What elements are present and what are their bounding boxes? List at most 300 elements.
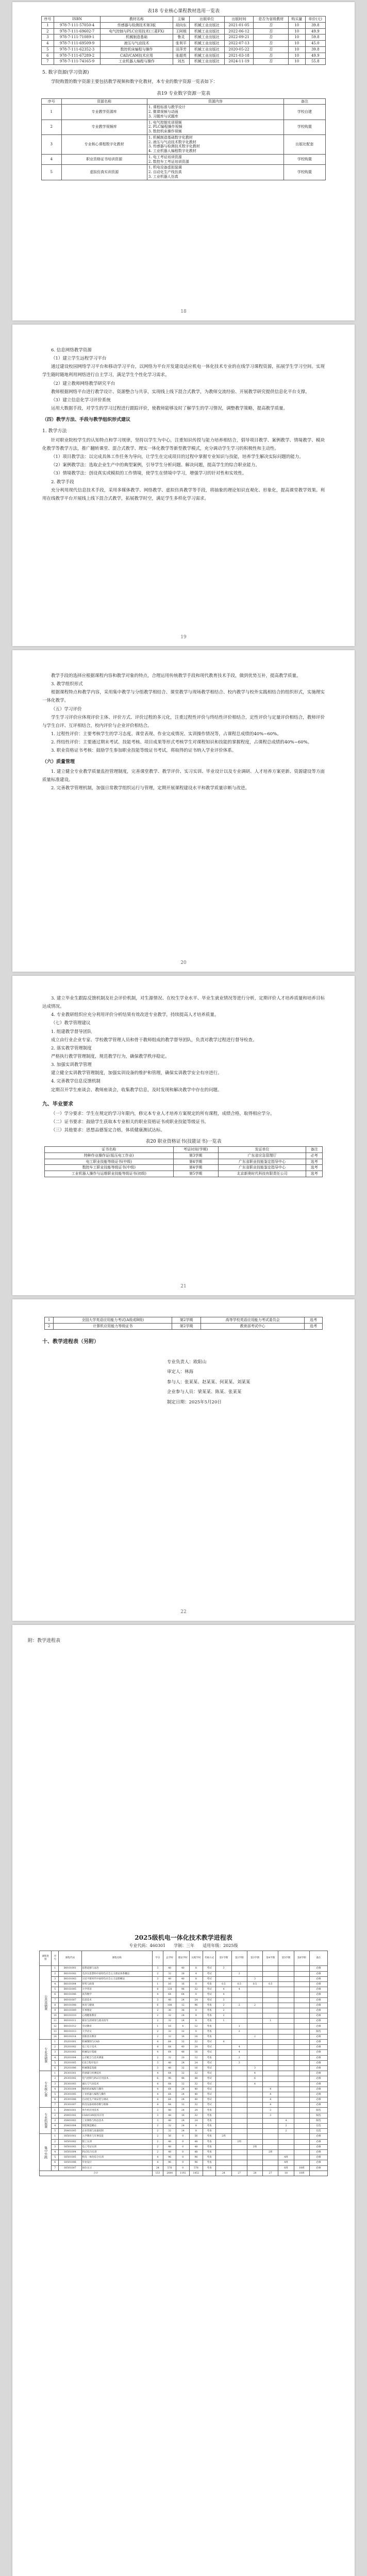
table-cell: 广东省职业技能鉴定指导中心 xyxy=(218,1165,306,1171)
table-cell: 978-7-111-69509-9 xyxy=(54,41,101,47)
table-cell: 企业管理与质量控制 xyxy=(81,2129,152,2134)
table-cell: 考试 xyxy=(203,2065,216,2071)
table-cell xyxy=(216,2081,231,2087)
table-cell: 习近平新时代中国特色社会主义思想概论 xyxy=(81,1976,152,1981)
table-cell: 978-7-111-67289-2 xyxy=(54,53,101,59)
table-cell xyxy=(294,2129,309,2134)
table-cell: 机械工业出版社 xyxy=(190,22,225,28)
table-cell: 选考 xyxy=(305,1317,323,1324)
table-cell: 2 xyxy=(152,2149,163,2155)
table-cell xyxy=(231,2134,247,2139)
table-cell: 96 xyxy=(190,2160,203,2165)
table-cell xyxy=(263,2124,278,2129)
table-cell: 考查 xyxy=(203,2160,216,2165)
table-cell: 16 xyxy=(190,2034,203,2039)
table-cell: 工业机器人编程与操作 xyxy=(101,59,173,65)
table-cell: 1. 课程标准与教学设计 2. 微课视频与动画 3. 习题库与试题库 xyxy=(147,105,283,120)
table-cell: 必修 xyxy=(309,2144,327,2149)
table-cell: 978-7-111-62352-3 xyxy=(54,46,101,53)
table-cell: 必修 xyxy=(309,2155,327,2160)
table-cell xyxy=(278,2108,294,2113)
paragraph: 2. 完善教学管理机制，加强日常教学组织运行与管理，定期开展课程建设水平和教学质量诊断与改进。 xyxy=(51,786,249,791)
table-cell: S0501007 xyxy=(59,2165,81,2171)
table-cell: 限选 xyxy=(309,2113,327,2118)
table-cell xyxy=(247,1971,262,1976)
table-cell: 24 xyxy=(176,2013,190,2019)
table-cell: 4 xyxy=(52,2149,59,2155)
table-cell: 职业资格证书培训资源 xyxy=(61,154,147,165)
table-cell: 8 xyxy=(152,1987,163,1992)
table-cell: 考查 xyxy=(203,2165,216,2171)
table-cell: 张超英 xyxy=(173,53,190,59)
table-cell: 限选 xyxy=(309,2108,327,2113)
table-cell: 考试 xyxy=(203,1966,216,1971)
table-cell: 9 xyxy=(52,2008,59,2013)
table-cell: 4 xyxy=(263,2103,278,2108)
table-cell: 16 xyxy=(176,2034,190,2039)
table-cell: 0 xyxy=(176,2139,190,2144)
table-row xyxy=(40,2060,328,2065)
table-cell xyxy=(263,2003,278,2008)
table-cell: 考试 xyxy=(203,2040,216,2045)
table-cell: 职业生涯规划与就业指导 xyxy=(81,2019,152,2024)
table-row xyxy=(45,1171,323,1177)
table-cell: B0101007 xyxy=(59,1997,81,2003)
table-cell: 3 xyxy=(263,2108,278,2113)
table-cell: 2 xyxy=(152,2034,163,2039)
table-row xyxy=(40,2029,328,2034)
table-cell: 1 xyxy=(52,2071,59,2076)
table-cell xyxy=(231,2103,247,2108)
table-cell xyxy=(294,2013,309,2019)
table-cell: 必修 xyxy=(309,2013,327,2019)
table-cell: 刘杰 xyxy=(173,59,190,65)
table-cell: 0.5 xyxy=(247,1981,262,1987)
table-cell: 8 xyxy=(190,2019,203,2024)
table-cell: S0501001 xyxy=(59,2134,81,2139)
table-cell: 2 xyxy=(52,1971,59,1976)
table-cell: 任选 xyxy=(309,2124,327,2129)
table-cell xyxy=(278,1966,294,1971)
paragraph: 专业负责人：欧阳山 xyxy=(167,1359,207,1365)
column-header: 第6学期 xyxy=(294,1951,309,1966)
table-cell: S0501005 xyxy=(59,2155,81,2160)
table-cell: 2 xyxy=(152,2029,163,2034)
table-cell: 4 xyxy=(42,154,62,165)
table-cell: 0 xyxy=(190,2029,203,2034)
table-cell: 978-7-111-57050-4 xyxy=(54,22,101,28)
table-cell: 学校购置 xyxy=(283,154,325,165)
table-cell: 39.8 xyxy=(305,22,325,28)
table-cell: 电工考证实训 xyxy=(81,2144,152,2149)
table-cell xyxy=(231,1976,247,1981)
table-row xyxy=(40,2024,328,2029)
table-cell: 王阿根 xyxy=(173,28,190,35)
table-cell: 机械工业出版社 xyxy=(190,35,225,41)
table-cell: 2 xyxy=(278,2124,294,2129)
table-cell: 机械设计基础 xyxy=(81,2050,152,2055)
table-row xyxy=(40,2081,328,2087)
table-cell: 否 xyxy=(254,59,289,65)
digital-resource-table xyxy=(41,98,326,180)
table-cell: 否 xyxy=(254,46,289,53)
table-cell xyxy=(263,1997,278,2003)
table-cell: 3 xyxy=(152,1966,163,1971)
table-cell: 体育与健康 xyxy=(81,2003,152,2008)
table-cell: 153 xyxy=(152,2171,163,2176)
table-cell: 12 xyxy=(190,2055,203,2060)
document-page-5 xyxy=(12,1299,355,1621)
table-cell: CAD/CAM技术应用 xyxy=(81,2113,152,2118)
table-cell xyxy=(294,2034,309,2039)
table-cell: 1 xyxy=(45,1317,54,1324)
table-cell: S0501003 xyxy=(59,2144,81,2149)
table-caption: 表19 专业数字资源一览表 xyxy=(156,91,211,96)
document-page-1 xyxy=(12,2,355,320)
table-cell: 10 xyxy=(52,2013,59,2019)
table-cell: 10 xyxy=(289,28,306,35)
table-cell: 2 xyxy=(52,2045,59,2050)
paragraph: 学生学习评价应体现评价主体、评价方式、评价过程的多元化，注重过程性评价与终结性评价相结合，定性评价与定量评价相结合，教师评价与学生自评、互评相结合，校内评价与企业评价相结合。 xyxy=(42,715,325,728)
table-cell: 智能制造概论 xyxy=(81,2124,152,2129)
table-cell xyxy=(294,2134,309,2139)
table-cell xyxy=(278,2034,294,2039)
table-cell: 32 xyxy=(190,2081,203,2087)
column-header: 第4学期 xyxy=(263,1951,278,1966)
table-cell xyxy=(294,2050,309,2055)
table-cell xyxy=(231,2165,247,2171)
table-cell xyxy=(294,2155,309,2160)
table-cell xyxy=(216,2076,231,2081)
paragraph: 充分利用现代信息技术手段，采用多媒体教学、网络教学、虚拟仿真教学等手段，将抽象的理论知识直观化、形象化，提高课堂教学效果。利用在线教学平台开展线上线下混合式教学，拓展教学时空，满足学生多样化学习需求。 xyxy=(42,487,325,501)
table-row xyxy=(40,1981,328,1987)
table-cell: 8 xyxy=(190,2124,203,2129)
table-cell: 39.8 xyxy=(305,46,325,53)
table-cell: 4 xyxy=(152,2160,163,2165)
table-cell: 考查 xyxy=(203,2129,216,2134)
table-cell: 45.0 xyxy=(305,41,325,47)
table-cell: 24 xyxy=(176,2060,190,2065)
table-cell: B0101003 xyxy=(59,1976,81,1981)
table-cell: 选考 xyxy=(305,1323,323,1329)
schedule-title: 2025级机电一体化技术教学进程表 xyxy=(135,1934,232,1942)
table-cell: 24 xyxy=(176,2124,190,2129)
table-cell: 2 xyxy=(216,2013,231,2019)
table-cell xyxy=(247,2124,262,2129)
table-cell: 2 xyxy=(152,2144,163,2149)
table-cell: 1. 电气控制实训视频 2. PLC编程操作视频 3. 数控机床操作视频 xyxy=(147,120,283,134)
table-cell xyxy=(216,2129,231,2134)
table-cell: 4 xyxy=(52,2087,59,2092)
table-cell: 机械制图与CAD xyxy=(81,2040,152,2045)
page-number: 20 xyxy=(180,960,187,965)
table-cell: 6 xyxy=(52,1992,59,1997)
table-cell: 16 xyxy=(176,1981,190,1987)
table-cell: 创新创业教育 xyxy=(81,2034,152,2039)
table-cell: 8 xyxy=(190,2013,203,2019)
table-cell xyxy=(278,2071,294,2076)
table-row xyxy=(42,28,326,35)
table-cell: 必修 xyxy=(309,2055,327,2060)
table-cell xyxy=(231,2129,247,2134)
table-cell: 必修 xyxy=(309,2134,327,2139)
paragraph: （2）案例教学法：选取企业生产中的典型案例，引导学生分析问题、解决问题，提高学生的综合职业能力。 xyxy=(51,463,260,468)
table-cell: 入学教育与军事技能 xyxy=(81,2134,152,2139)
table-cell: 合计 xyxy=(40,2171,153,2176)
column-header: 教材名称 xyxy=(101,16,173,23)
section-heading: 十、教学进程表（另附） xyxy=(42,1338,99,1345)
table-cell: 8 xyxy=(190,2129,203,2134)
table-cell xyxy=(216,2113,231,2118)
table-cell: 10 xyxy=(289,41,306,47)
page-number: 22 xyxy=(180,1609,187,1615)
table-row xyxy=(45,1317,323,1324)
table-cell: 576 xyxy=(163,2165,176,2171)
table-cell xyxy=(278,2149,294,2155)
table-cell xyxy=(294,2019,309,2024)
table-cell: 0 xyxy=(176,2165,190,2171)
table-cell: 考试 xyxy=(203,1997,216,2003)
table-cell xyxy=(247,1997,262,2003)
table-cell: 考试 xyxy=(203,2081,216,2087)
column-header: ISBN xyxy=(54,16,101,23)
table-cell xyxy=(263,1976,278,1981)
table-row xyxy=(45,1159,323,1165)
table-cell xyxy=(247,2134,262,2139)
table-cell: 2 xyxy=(152,1971,163,1976)
table-cell: 4 xyxy=(231,1987,247,1992)
table-cell xyxy=(231,2013,247,2019)
table-cell: 考试 xyxy=(203,2087,216,2092)
table-cell xyxy=(278,2134,294,2139)
table-cell: S0501006 xyxy=(59,2160,81,2165)
table-cell: 2周 xyxy=(216,2134,231,2139)
table-cell: 13 xyxy=(52,2029,59,2034)
table-row xyxy=(40,2003,328,2008)
table-cell: 6 xyxy=(52,2160,59,2165)
table-cell: 必修 xyxy=(309,2003,327,2008)
table-cell: 广东省应急管理厅 xyxy=(218,1153,306,1159)
table-cell: 0 xyxy=(176,2155,190,2160)
table-cell: 3 xyxy=(231,2060,247,2065)
table-cell: B0101006 xyxy=(59,1992,81,1997)
table-cell: 16 xyxy=(176,2113,190,2118)
table-cell: 教育部考试中心 xyxy=(201,1323,304,1329)
table-cell: 电气控制与PLC应用技术 xyxy=(81,2076,152,2081)
paragraph: 1. 建立健全专业教学质量监控管理制度，完善课堂教学、教学评价、实习实训、毕业设计以及专业调研、人才培养方案更新、资源建设等方面质量标准建设。 xyxy=(42,769,325,783)
table-cell: 限选 xyxy=(309,2029,327,2034)
table-cell: 978-7-111-74165-9 xyxy=(54,59,101,65)
table-cell xyxy=(216,2165,231,2171)
table-cell xyxy=(263,2024,278,2029)
table-cell: 工业机器人编程与操作 xyxy=(81,2092,152,2097)
paragraph: （1）项目教学法：以完成具体工作任务为导向，让学生在完成项目的过程中掌握专业知识与技能，培养学生解决实际问题的能力。 xyxy=(51,454,304,460)
table-cell: 高等学校英语应用能力考试委员会 xyxy=(201,1317,304,1324)
table-row xyxy=(40,2055,328,2060)
table-cell: 考试 xyxy=(203,2103,216,2108)
column-header: 序号 xyxy=(42,98,62,105)
table-cell xyxy=(263,2060,278,2065)
table-cell: 0 xyxy=(176,2149,190,2155)
table-cell: 2 xyxy=(216,2008,231,2013)
table-cell: 24 xyxy=(216,2171,231,2176)
table-cell xyxy=(247,2129,262,2134)
table-cell: 0 xyxy=(176,2144,190,2149)
table-cell: 广东省职业技能鉴定指导中心 xyxy=(218,1159,306,1165)
table-cell xyxy=(294,1992,309,1997)
table-cell: Z0301006 xyxy=(59,2097,81,2103)
table-cell xyxy=(278,1992,294,1997)
table-cell: 2 xyxy=(231,2029,247,2034)
table-cell: 5 xyxy=(52,1987,59,1992)
table-row xyxy=(40,1992,328,1997)
table-cell xyxy=(231,2124,247,2129)
table-cell xyxy=(216,2144,231,2149)
table-cell: 1 xyxy=(42,22,54,28)
table-cell: 6 xyxy=(247,2076,262,2081)
table-cell: 0 xyxy=(190,1981,203,1987)
table-cell xyxy=(231,2144,247,2149)
table-cell: 张利平 xyxy=(173,41,190,47)
table-row xyxy=(40,2087,328,2092)
table-cell: 2周 xyxy=(263,2149,278,2155)
table-cell xyxy=(294,2071,309,2076)
paragraph: （3）情境教学法：创设真实或模拟的工作情境，使学生在情境中学习，增强学习的针对性和实效性。 xyxy=(51,471,247,477)
table-cell: Z0301005 xyxy=(59,2092,81,2097)
table-cell xyxy=(294,2097,309,2103)
table-cell: 24 xyxy=(190,1997,203,2003)
table-cell: 40 xyxy=(190,2097,203,2103)
table-cell: 40 xyxy=(190,2087,203,2092)
paragraph: 教学手段的选择应根据课程内容和教学对象的特点，合理运用传统教学手段和现代教育技术手段，做到优势互补，提高教学质量。 xyxy=(51,673,301,679)
table-cell: B0101011 xyxy=(59,2019,81,2024)
table-cell xyxy=(231,2108,247,2113)
table-cell xyxy=(294,2055,309,2060)
table-cell xyxy=(278,1987,294,1992)
table-cell: 大学语文 xyxy=(81,2029,152,2034)
table-cell: 2周 xyxy=(231,2139,247,2144)
table-row xyxy=(40,1997,328,2003)
table-cell: 6 xyxy=(42,53,54,59)
table-cell: 6 xyxy=(52,2097,59,2103)
table-cell: 3 xyxy=(152,2118,163,2123)
column-header: 学分 xyxy=(152,1951,163,1966)
table-row xyxy=(42,35,326,41)
document-page-2 xyxy=(12,325,355,646)
table-cell: 考查 xyxy=(203,2008,216,2013)
table-cell xyxy=(278,2029,294,2034)
table-cell: 576 xyxy=(190,2165,203,2171)
table-row xyxy=(40,1987,328,1992)
table-cell: B0101014 xyxy=(59,2034,81,2039)
table-cell: 32 xyxy=(163,2013,176,2019)
table-cell xyxy=(278,2081,294,2087)
table-row xyxy=(45,1153,323,1159)
table-cell: 20 xyxy=(176,2055,190,2060)
paragraph: （一）学分要求：学生在规定的学习年限内，修完本专业人才培养方案规定的所有课程，成绩合格，取得相应学分。 xyxy=(51,1111,275,1116)
table-cell: 形势与政策 xyxy=(81,1981,152,1987)
table-cell: B0101012 xyxy=(59,2024,81,2029)
table-cell xyxy=(278,2050,294,2055)
table-cell: 否 xyxy=(254,35,289,41)
table-cell: 1 xyxy=(231,2024,247,2029)
table-cell: 4 xyxy=(231,2045,247,2050)
table-cell: Z0301002 xyxy=(59,2076,81,2081)
table-cell xyxy=(278,2113,294,2118)
paragraph: （3）建立信息化学习评价系统 xyxy=(51,397,111,403)
table-cell: 4 xyxy=(152,2040,163,2045)
table-cell: 鲁灵 xyxy=(173,35,190,41)
table-cell: 64 xyxy=(163,2040,176,2045)
table-row xyxy=(42,59,326,65)
table-cell: 4 xyxy=(247,2081,262,2087)
table-cell xyxy=(278,2003,294,2008)
table-row xyxy=(42,165,326,180)
table-cell: 工业网络与组态技术 xyxy=(81,2118,152,2123)
table-cell: 32 xyxy=(176,2103,190,2108)
table-cell xyxy=(247,2087,262,2092)
table-cell: 2 xyxy=(152,2013,163,2019)
page-number: 21 xyxy=(180,1284,187,1289)
table-cell: 1 xyxy=(42,105,62,120)
table-cell xyxy=(247,1992,262,1997)
table-cell: 必修 xyxy=(309,2019,327,2024)
table-cell: 4 xyxy=(263,2097,278,2103)
table-cell xyxy=(231,2149,247,2155)
table-cell: 工业机器人操作与运维职业技能等级证书(初级) xyxy=(45,1171,174,1177)
table-cell: 必修 xyxy=(309,1997,327,2003)
table-cell: 2024-11-19 xyxy=(224,59,254,65)
table-cell: 32 xyxy=(176,2065,190,2071)
table-row xyxy=(40,2160,328,2165)
table-cell: 8 xyxy=(190,1976,203,1981)
table-cell: 必修 xyxy=(309,2065,327,2071)
table-cell: 0.5 xyxy=(263,1981,278,1987)
table-cell: 劳动教育 xyxy=(81,2024,152,2029)
table-cell: 64 xyxy=(163,2081,176,2087)
course-category: 集中实践 xyxy=(40,2134,52,2171)
table-row xyxy=(40,2129,328,2134)
table-cell: 108 xyxy=(163,2003,176,2008)
table-cell xyxy=(216,2092,231,2097)
table-cell: 24 xyxy=(176,2019,190,2024)
table-cell xyxy=(263,1987,278,1992)
table-cell: 4 xyxy=(152,2103,163,2108)
table-cell: 32 xyxy=(163,2029,176,2034)
table-cell: 4 xyxy=(176,2024,190,2029)
table-cell: 59.8 xyxy=(305,35,325,41)
table-cell: 24 xyxy=(190,2108,203,2113)
course-category: 公共基础课 xyxy=(40,1966,52,2040)
table-cell xyxy=(247,2097,262,2103)
table-cell: 军事理论 xyxy=(81,2008,152,2013)
table-cell xyxy=(216,1976,231,1981)
table-cell: 2 xyxy=(152,2139,163,2144)
table-cell xyxy=(247,2055,262,2060)
table-cell: 32 xyxy=(163,1971,176,1976)
paragraph: 2. 教学手段 xyxy=(51,479,74,485)
table-cell xyxy=(216,2108,231,2113)
table-cell xyxy=(294,2149,309,2155)
table-cell xyxy=(216,2155,231,2160)
paragraph: 4. 专业教研组织应充分利用评价分析结果有效改进专业教学，持续提高人才培养质量。 xyxy=(51,1012,219,1018)
table-cell: 24 xyxy=(190,2060,203,2065)
table-cell: 32 xyxy=(190,2040,203,2045)
table-cell: 考试 xyxy=(203,2076,216,2081)
table-cell xyxy=(294,2081,309,2087)
table-cell xyxy=(231,2034,247,2039)
table-cell: 必修 xyxy=(309,2076,327,2081)
